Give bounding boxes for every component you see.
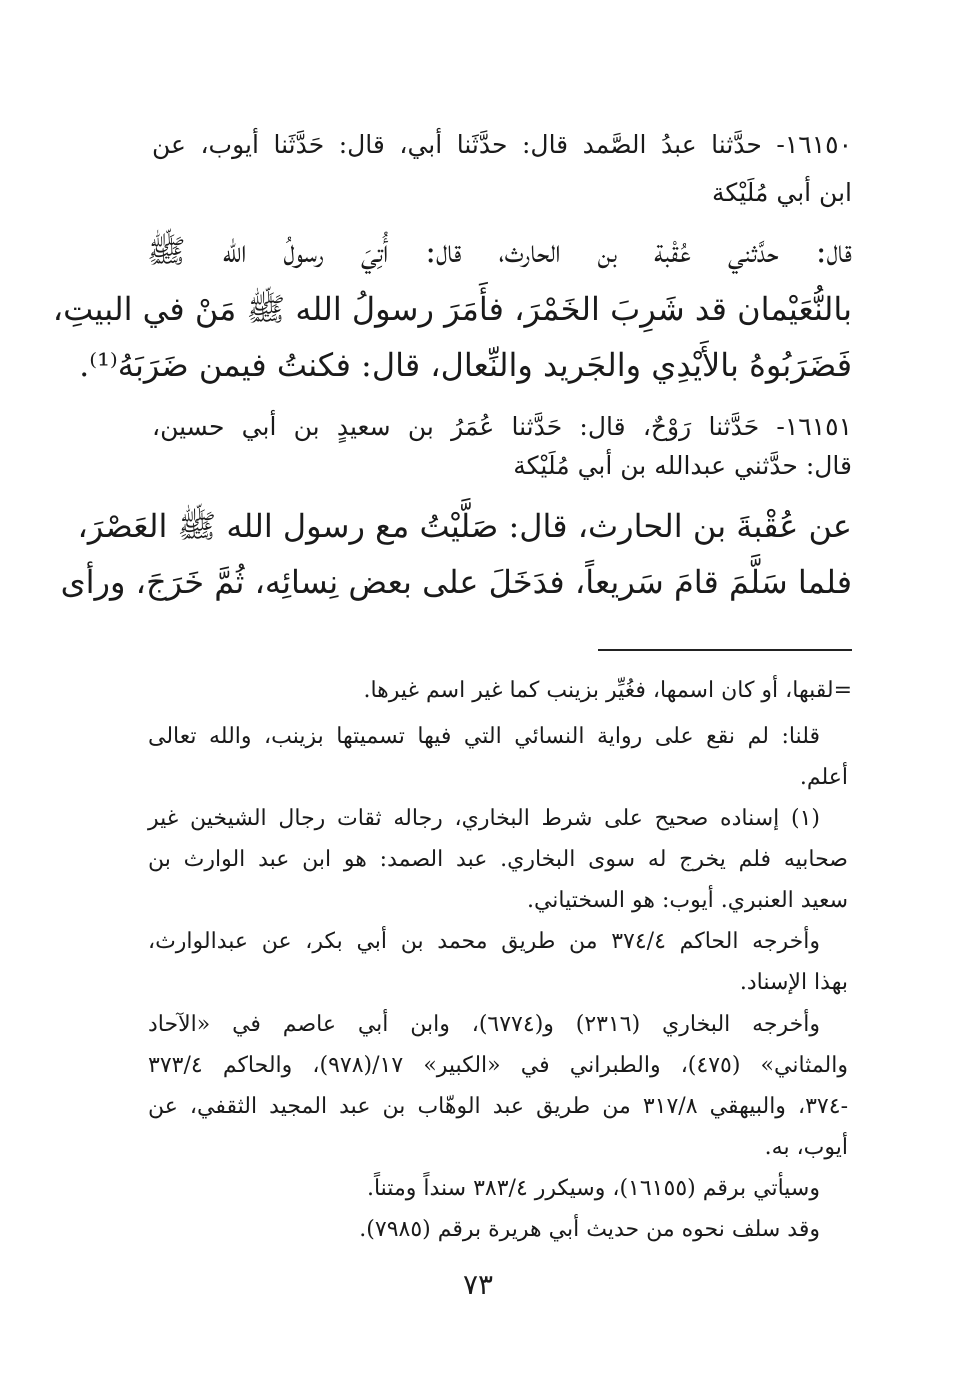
hadith-16150-isnad-line-1: ١٦١٥٠- حدَّثنا عبدُ الصَّمد قال: حدَّثَنا أبي، قال: حَدَّثَنا أيوب، عن [152, 130, 852, 159]
footnote-separator [598, 649, 852, 651]
footnote-hakim-line-2: بهذا الإسناد. [739, 970, 848, 995]
footnote-1-line-2: صحابيه فلم يخرج له سوى البخاري. عبد الصمد: هو ابن عبد الوارث بن [148, 847, 848, 872]
hadith-16150-matn-line-1: قال: حدَّثني عُقْبة بن الحارث، قال: أُتِيَ رسولُ الله ﷺ [147, 232, 852, 270]
footnote-1-line-1: (١) إسناده صحيح على شرط البخاري، رجاله ثقات رجال الشيخين غير [148, 806, 820, 831]
footnote-carry-over: =لقبها، أو كان اسمها، فغُيِّر بزينب كما غير اسم غيرها. [363, 678, 852, 703]
hadith-16151-matn-line-1: عن عُقْبةَ بن الحارث، قال: صَلَّيْتُ مع رسول الله ﷺ العَصْرَ، [77, 507, 852, 545]
footnote-bukhari-line-1: وأخرجه البخاري (٢٣١٦) و(٦٧٧٤)، وابن أبي عاصم في «الآحاد [148, 1012, 820, 1037]
hadith-16150-matn-line-3: فَضَرَبُوهُ بالأَيْدِي والجَريد والنِّعال، قال: فكنتُ فيمن ضَرَبَهُ⁽¹⁾. [79, 346, 852, 384]
footnote-bukhari-line-3: -٣٧٤، والبيهقي ٣١٧/٨ من طريق عبد الوهّاب بن عبد المجيد الثقفي، عن [148, 1094, 848, 1119]
hadith-16150-matn-line-2: بالنُّعَيْمان قد شَرِبَ الخَمْرَ، فأَمَرَ رسولُ الله ﷺ مَنْ في البيتِ، [52, 290, 852, 328]
footnote-bukhari-line-4: أيوب، به. [764, 1135, 848, 1160]
footnote-bukhari-line-2: والمثاني» (٤٧٥)، والطبراني في «الكبير» ١٧/(٩٧٨)، والحاكم ٣٧٣/٤ [148, 1053, 848, 1078]
footnote-1-line-3: سعيد العنبري. أيوب: هو السختياني. [526, 888, 848, 913]
footnote-hakim-line-1: وأخرجه الحاكم ٣٧٤/٤ من طريق محمد بن أبي بكر، عن عبدالوارث، [148, 929, 820, 954]
hadith-16151-isnad-line-2: قال: حدَّثني عبدالله بن أبي مُلَيْكة [513, 451, 852, 480]
footnote-salafa: وقد سلف نحوه من حديث أبي هريرة برقم (٧٩٨٥). [359, 1217, 820, 1242]
hadith-16151-isnad-line-1: ١٦١٥١- حَدَّثنا رَوْحٌ، قال: حَدَّثنا عُمَرُ بن سعيدٍ بن أبي حسين، [152, 412, 852, 441]
hadith-16150-isnad-line-2: ابن أبي مُلَيْكة [712, 178, 852, 207]
hadith-16151-matn-line-2: فلما سَلَّمَ قامَ سَريعاً، فدَخَلَ على بعض نِسائِه، ثُمَّ خَرَجَ، ورأى [60, 563, 852, 601]
footnote-sayati: وسيأتي برقم (١٦١٥٥)، وسيكرر ٣٨٣/٤ سنداً ومتناً. [366, 1176, 820, 1201]
footnote-qulna-line-2: أعلم. [799, 765, 848, 790]
footnote-qulna-line-1: قلنا: لم نقع على رواية النسائي التي فيها تسميتها بزينب، والله تعالى [148, 724, 820, 749]
page-number: ٧٣ [462, 1268, 494, 1301]
